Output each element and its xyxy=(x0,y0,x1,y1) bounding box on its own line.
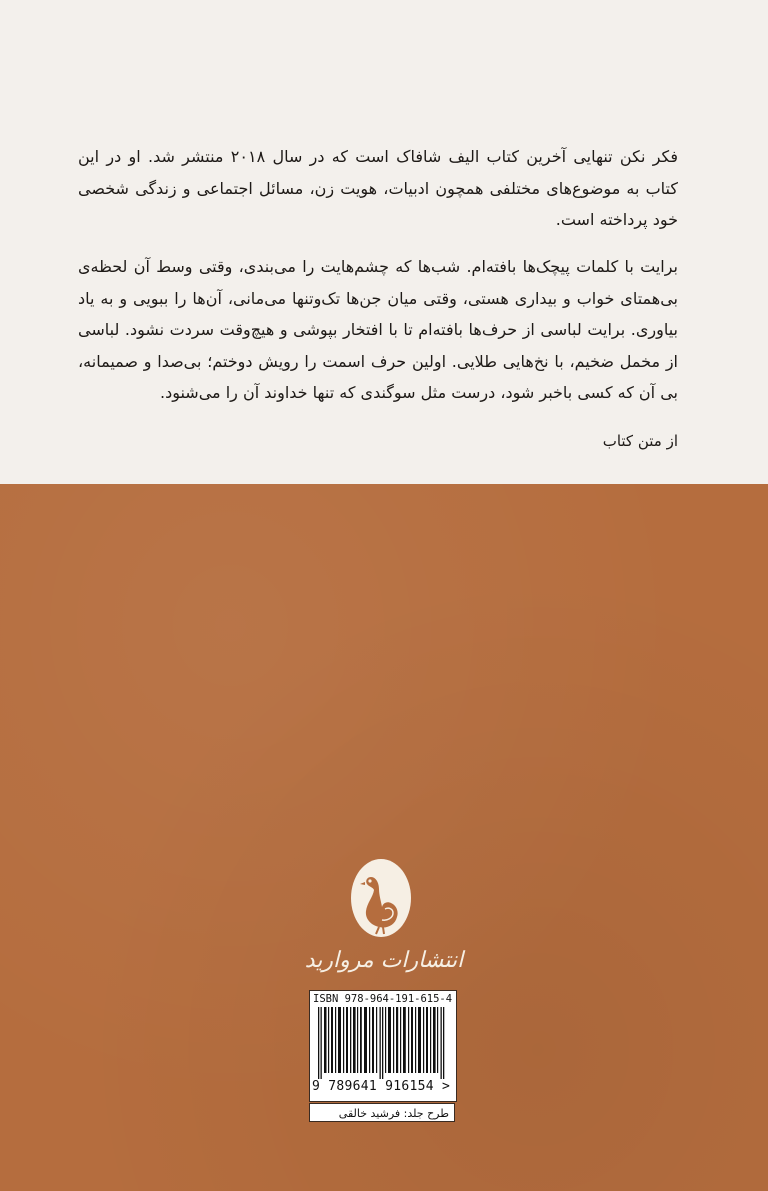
isbn-text: ISBN 978-964-191-615-4 xyxy=(313,993,453,1005)
ean-digits: 9 789641 916154 > xyxy=(312,1079,451,1094)
blurb-paragraph-1: فکر نکن تنهایی آخرین کتاب الیف شافاک است که در سال ۲۰۱۸ منتشر شد. او در این کتاب به موضوع‌های مختلفی همچون ادبیات، هویت زن، مسائل اجتماعی و زندگی شخصی خود پرداخته است. xyxy=(78,147,679,229)
upper-text-panel xyxy=(0,0,768,484)
bird-logo-icon xyxy=(349,857,413,939)
publisher-name: انتشارات مروارید xyxy=(304,948,464,973)
quote-source: از متن کتاب xyxy=(602,432,678,450)
barcode-bars xyxy=(316,1007,448,1079)
cover-design-credit: طرح جلد: فرشید خالقی xyxy=(309,1103,455,1122)
barcode-label xyxy=(309,990,457,1102)
blurb-paragraph-2: برایت با کلمات پیچک‌ها بافته‌ام. شب‌ها که چشم‌هایت را می‌بندی، وقتی وسط آن لحظه‌ی بی‌همتای خواب و بیداری هستی، وقتی میان جن‌ها تک‌وتنها می‌مانی، آن‌ها را ببویی و به یاد بیاوری. برایت لباسی از حرف‌ها بافته‌ام تا با افتخار بپوشی و هیچ‌وقت سردت نشود. لباسی از مخمل ضخیم، با نخ‌هایی طلایی. اولین حرف اسمت را رویش دوختم؛ بی‌صدا و صمیمانه، بی آن که کسی باخبر شود، درست مثل سوگندی که تنها خداوند آن را می‌شنود. xyxy=(78,257,678,402)
